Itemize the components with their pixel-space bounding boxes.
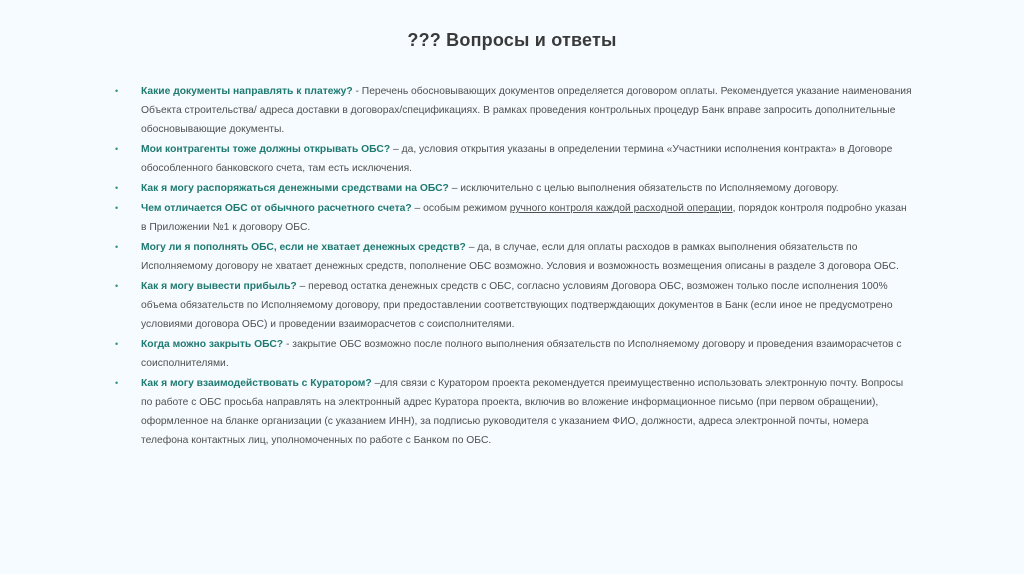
qa-item <box>115 277 915 334</box>
bullet-icon: • <box>115 339 119 349</box>
bullet-icon: • <box>115 281 119 291</box>
bullet-icon: • <box>115 203 119 213</box>
qa-item <box>115 335 915 373</box>
answer-text: –для связи с Куратором проекта рекомендуется преимущественно использовать электронную почту. Вопросы по работе с ОБС просьба направлять на электронный адрес Куратора проекта, включив во вложение информационное письмо (при первом обращении), оформленное на бланке организации (с указанием ИНН), за подписью руководителя с указанием ФИО, должности, адреса электронной почты, номера телефона контактных лиц, уполномоченных по работе с Банком по ОБС. <box>141 378 904 446</box>
qa-item <box>115 374 915 450</box>
slide-title: ??? Вопросы и ответы <box>407 30 617 50</box>
question-text: Как я могу распоряжаться денежными средствами на ОБС? <box>141 183 449 194</box>
bullet-icon: • <box>115 144 119 154</box>
bullet-icon: • <box>115 86 119 96</box>
question-text: Какие документы направлять к платежу? <box>141 86 353 97</box>
answer-text: – исключительно с целью выполнения обязательств по Исполняемому договору. <box>448 183 839 194</box>
question-text: Когда можно закрыть ОБС? <box>141 339 284 350</box>
qa-item <box>115 238 915 276</box>
qa-item <box>115 199 915 237</box>
answer-text-underlined: ручного контроля каждой расходной операции <box>509 203 733 214</box>
bullet-icon: • <box>115 242 119 252</box>
question-text: Могу ли я пополнять ОБС, если не хватает денежных средств? <box>141 242 466 253</box>
qa-item <box>115 140 915 178</box>
answer-text: - закрытие ОБС возможно после полного выполнения обязательств по Исполняемому договору и проведения взаиморасчетов с соисполнителями. <box>141 339 902 369</box>
question-text: Как я могу вывести прибыль? <box>141 281 297 292</box>
qa-list <box>115 82 915 451</box>
answer-text: - Перечень обосновывающих документов определяется договором оплаты. Рекомендуется указание наименования Объекта строительства/ адреса доставки в договорах/спецификациях. В рамках проведения контрольных процедур Банк вправе запросить дополнительные обосновывающие документы. <box>141 86 912 135</box>
answer-text: – да, условия открытия указаны в определении термина «Участники исполнения контракта» в Договоре обособленного банковского счета, там есть исключения. <box>141 144 893 174</box>
question-text: Как я могу взаимодействовать с Куратором? <box>141 378 372 389</box>
answer-text: – да, в случае, если для оплаты расходов в рамках выполнения обязательств по Исполняемому договору не хватает денежных средств, пополнение ОБС возможно. Условия и возможность возмещения описаны в разделе 3 договора ОБС. <box>141 242 899 272</box>
answer-text-post: , порядок контроля подробно указан в Приложении №1 к договору ОБС. <box>141 203 907 233</box>
qa-item <box>115 179 915 198</box>
bullet-icon: • <box>115 183 119 193</box>
bullet-icon: • <box>115 378 119 388</box>
question-text: Чем отличается ОБС от обычного расчетного счета? <box>141 203 412 214</box>
question-text: Мои контрагенты тоже должны открывать ОБС? <box>141 144 391 155</box>
qa-item <box>115 82 915 139</box>
answer-text: – перевод остатка денежных средств с ОБС, согласно условиям Договора ОБС, возможен только после исполнения 100% объема обязательств по Исполняемому договору, при предоставлении соответствующих подтверждающих документов в Банк (если иное не предусмотрено условиями договора ОБС) и проведении взаиморасчетов с соисполнителями. <box>141 281 893 330</box>
answer-text-pre: – особым режимом <box>411 203 510 214</box>
